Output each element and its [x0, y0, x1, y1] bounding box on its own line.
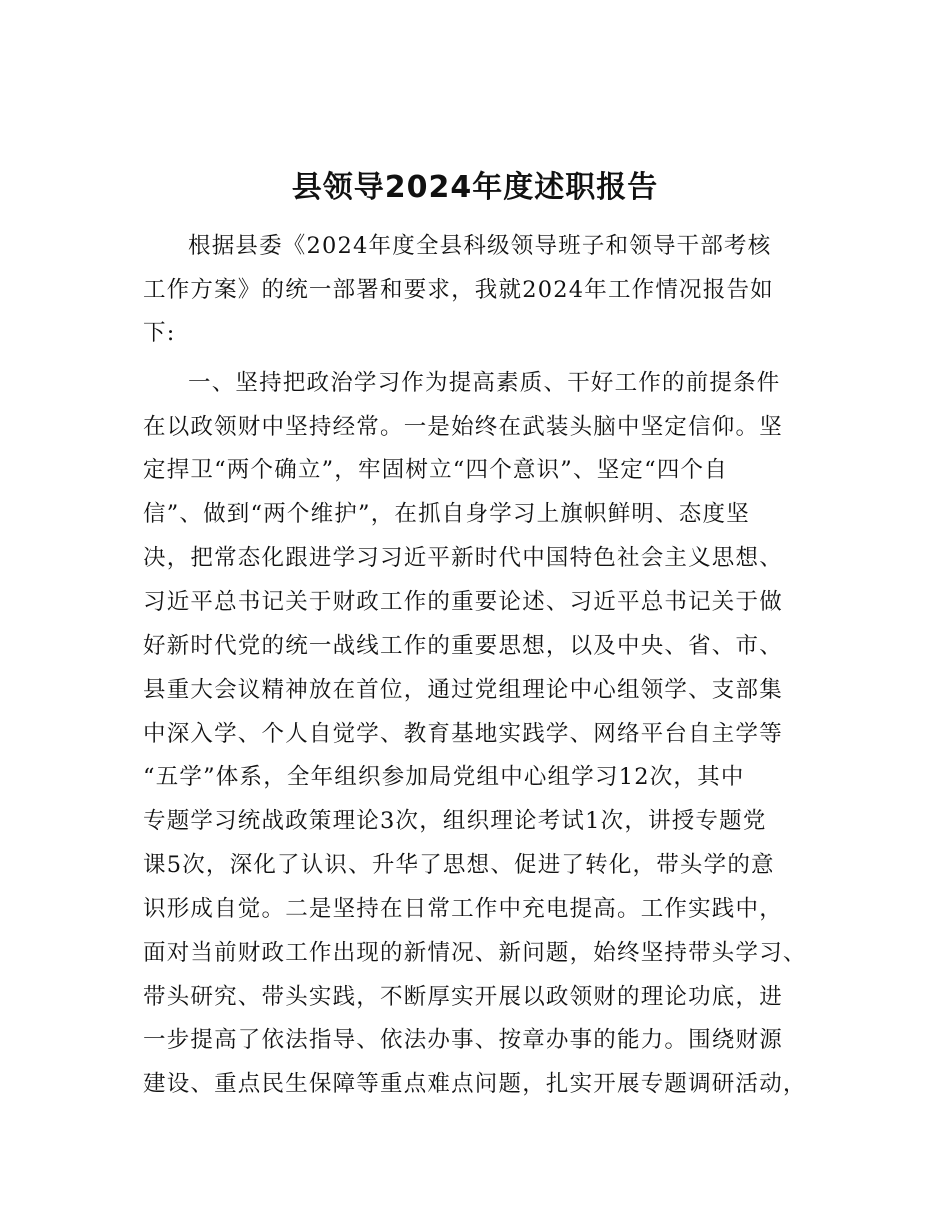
paragraph-line: 好新时代党的统一战线工作的重要思想，以及中央、省、市、 — [143, 633, 783, 659]
paragraph-line: 工作方案》的统一部署和要求，我就2024年工作情况报告如 — [143, 277, 774, 303]
paragraph-line: 习近平总书记关于财政工作的重要论述、习近平总书记关于做 — [143, 589, 783, 615]
paragraph-line: 课5次，深化了认识、升华了思想、促进了转化，带头学的意 — [143, 852, 775, 878]
paragraph-line: 决，把常态化跟进学习习近平新时代中国特色社会主义思想、 — [143, 545, 783, 571]
paragraph-line: 在以政领财中坚持经常。一是始终在武装头脑中坚定信仰。坚 — [143, 414, 783, 440]
paragraph-line: 专题学习统战政策理论3次，组织理论考试1次，讲授专题党 — [143, 808, 767, 834]
paragraph-line: 中深入学、个人自觉学、教育基地实践学、网络平台自主学等 — [143, 721, 783, 747]
paragraph-line: 根据县委《2024年度全县科级领导班子和领导干部考核 — [188, 233, 772, 259]
paragraph-line: 一步提高了依法指导、依法办事、按章办事的能力。围绕财源 — [143, 1027, 783, 1053]
paragraph-line: 一、坚持把政治学习作为提高素质、干好工作的前提条件 — [188, 370, 781, 396]
paragraph-line: 面对当前财政工作出现的新情况、新问题，始终坚持带头学习、 — [143, 940, 807, 966]
paragraph-line: 下: — [143, 320, 176, 346]
paragraph-line: 定捍卫“两个确立”，牢固树立“四个意识”、坚定“四个自 — [143, 457, 728, 483]
paragraph-line: 信”、做到“两个维护”，在抓自身学习上旗帜鲜明、态度坚 — [143, 501, 750, 527]
paragraph-line: 带头研究、带头实践，不断厚实开展以政领财的理论功底，进 — [143, 984, 783, 1010]
paragraph-line: 县重大会议精神放在首位，通过党组理论中心组领学、支部集 — [143, 677, 783, 703]
paragraph-line: “五学”体系，全年组织参加局党组中心组学习12次，其中 — [143, 764, 745, 790]
document-title: 县领导2024年度述职报告 — [291, 170, 659, 205]
paragraph-line: 建设、重点民生保障等重点难点问题，扎实开展专题调研活动， — [143, 1071, 807, 1097]
paragraph-line: 识形成自觉。二是坚持在日常工作中充电提高。工作实践中， — [143, 896, 783, 922]
